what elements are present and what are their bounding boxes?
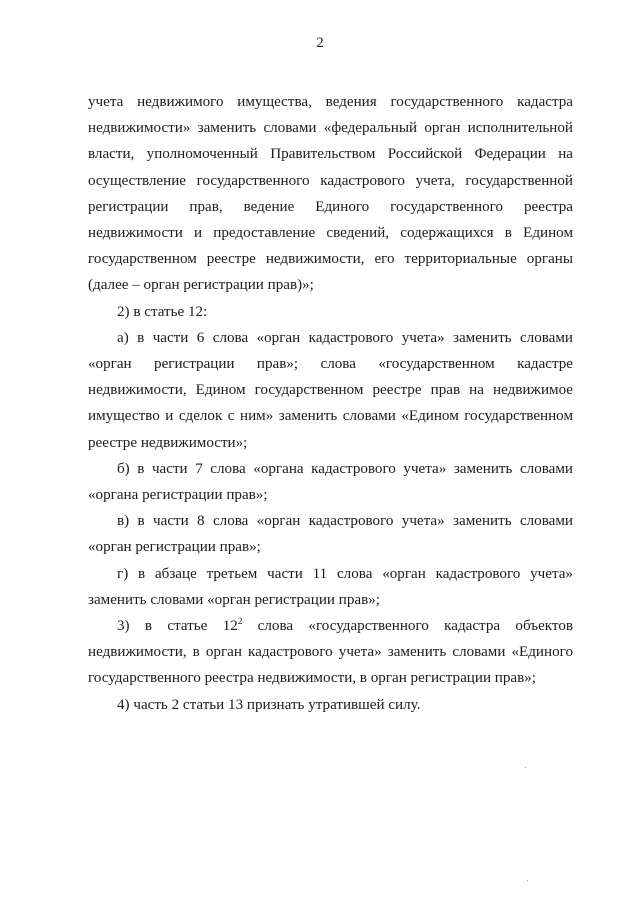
text-line: имущество и сделок с ним» заменить словами «Едином государственном [88,408,573,425]
text-line: недвижимости, Едином государственном реестре прав на недвижимое [88,382,573,399]
document-body [88,89,573,718]
text-line: недвижимости» заменить словами «федеральный орган исполнительной [88,120,573,137]
paragraph-subitem-a [88,325,573,456]
text-line: регистрации прав, ведение Единого государственного реестра [88,198,573,215]
text-line: в) в части 8 слова «орган кадастрового учета» заменить словами [117,513,573,530]
text-line: «орган регистрации прав»; [88,539,261,556]
text-line [88,613,573,639]
text-line: а) в части 6 слова «орган кадастрового учета» заменить словами [117,329,573,346]
text-fragment: 3) в статье 12 [117,618,238,635]
text-line: осуществление государственного кадастрового учета, государственной [88,172,573,189]
text-line: власти, уполномоченный Правительством Российской Федерации на [88,146,573,163]
text-fragment: слова «государственного кадастра объектов [242,618,573,635]
paragraph-item-2 [88,299,573,325]
text-line: недвижимости и предоставление сведений, содержащихся в Едином [88,225,573,242]
text-line: государственном реестре недвижимости, его территориальные органы [88,251,573,268]
paragraph-subitem-v [88,508,573,560]
text-line: 2) в статье 12: [117,303,208,320]
superscript: 2 [237,616,243,627]
text-line: реестре недвижимости»; [88,434,248,451]
text-line: учета недвижимого имущества, ведения государственного кадастра [88,94,573,110]
paragraph-subitem-g [88,561,573,613]
paragraph-continuation [88,89,573,299]
paragraph-item-4 [88,692,573,718]
paragraph-subitem-b [88,456,573,508]
text-line: заменить словами «орган регистрации прав»; [88,591,380,608]
text-line: недвижимости, в орган кадастрового учета» заменить словами «Единого [88,644,573,661]
text-line: (далее – орган регистрации прав)»; [88,277,314,294]
text-line: государственного реестра недвижимости, в орган регистрации прав»; [88,670,536,687]
scan-speck [525,767,526,768]
text-line: г) в абзаце третьем части 11 слова «орган кадастрового учета» [117,565,573,582]
text-line: б) в части 7 слова «органа кадастрового учета» заменить словами [117,460,573,477]
paragraph-item-3 [88,613,573,692]
page-number: 2 [316,35,324,51]
text-line: «органа регистрации прав»; [88,487,268,504]
scan-speck [527,880,528,881]
text-line: 4) часть 2 статьи 13 признать утратившей силу. [117,696,421,713]
text-line: «орган регистрации прав»; слова «государственном кадастре [88,356,573,373]
